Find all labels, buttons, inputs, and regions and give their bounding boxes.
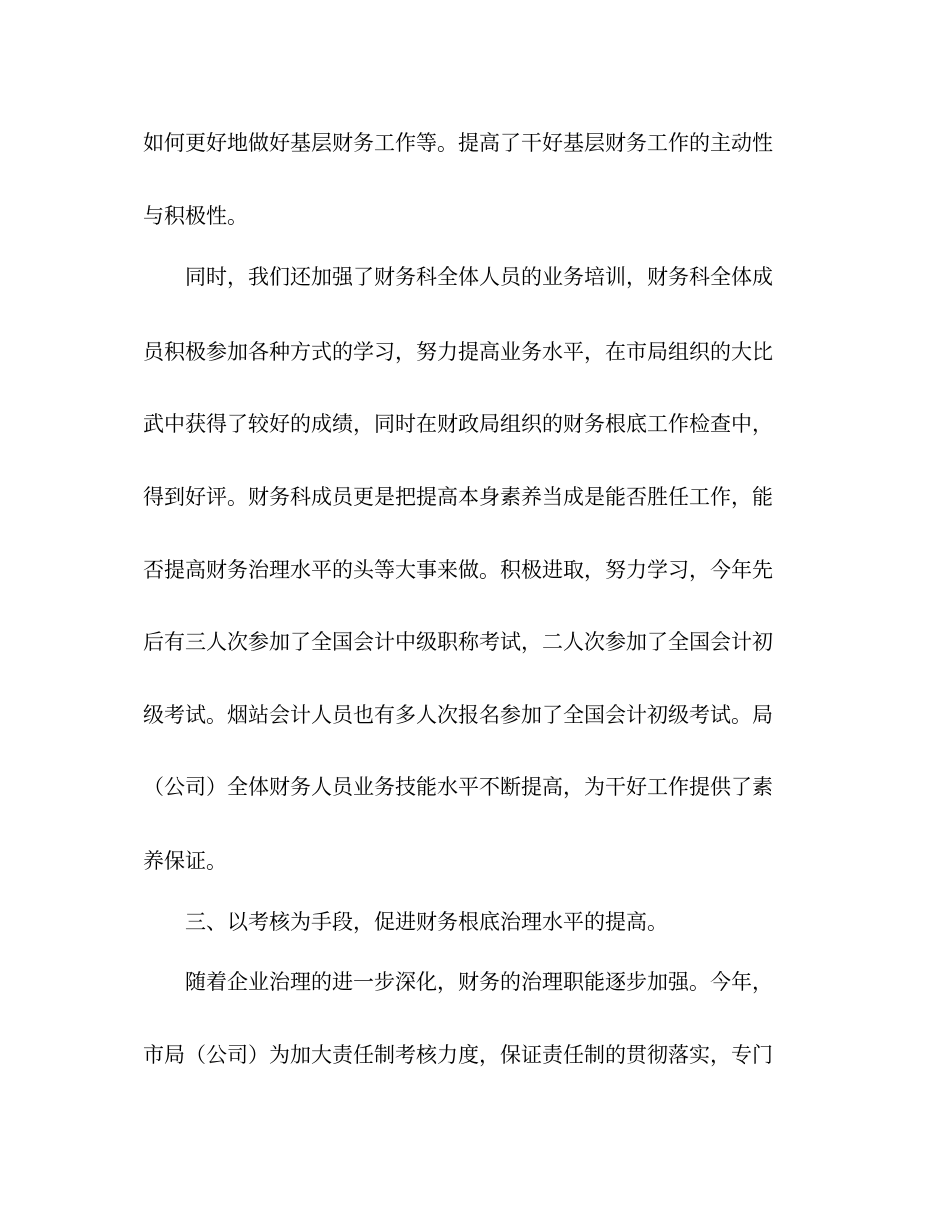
paragraph-line: 后有三人次参加了全国会计中级职称考试，二人次参加了全国会计初 <box>143 630 773 654</box>
paragraph-line: 养保证。 <box>143 849 227 873</box>
section-heading: 三、以考核为手段，促进财务根底治理水平的提高。 <box>185 910 668 934</box>
paragraph-line: 员积极参加各种方式的学习，努力提高业务水平，在市局组织的大比 <box>143 340 773 364</box>
paragraph-line: 否提高财务治理水平的头等大事来做。积极进取，努力学习，今年先 <box>143 558 773 582</box>
paragraph-line: 同时，我们还加强了财务科全体人员的业务培训，财务科全体成 <box>185 265 773 289</box>
paragraph-line: 市局（公司）为加大责任制考核力度，保证责任制的贯彻落实，专门 <box>143 1043 773 1067</box>
paragraph-line: 得到好评。财务科成员更是把提高本身素养当成是能否胜任工作，能 <box>143 485 773 509</box>
paragraph-line: 与积极性。 <box>143 204 248 228</box>
paragraph-line: 随着企业治理的进一步深化，财务的治理职能逐步加强。今年， <box>185 970 773 994</box>
paragraph-line: 级考试。烟站会计人员也有多人次报名参加了全国会计初级考试。局 <box>143 703 773 727</box>
paragraph-line: 武中获得了较好的成绩，同时在财政局组织的财务根底工作检查中， <box>143 412 773 436</box>
paragraph-line: （公司）全体财务人员业务技能水平不断提高，为干好工作提供了素 <box>143 775 773 799</box>
paragraph-line: 如何更好地做好基层财务工作等。提高了干好基层财务工作的主动性 <box>143 131 773 155</box>
